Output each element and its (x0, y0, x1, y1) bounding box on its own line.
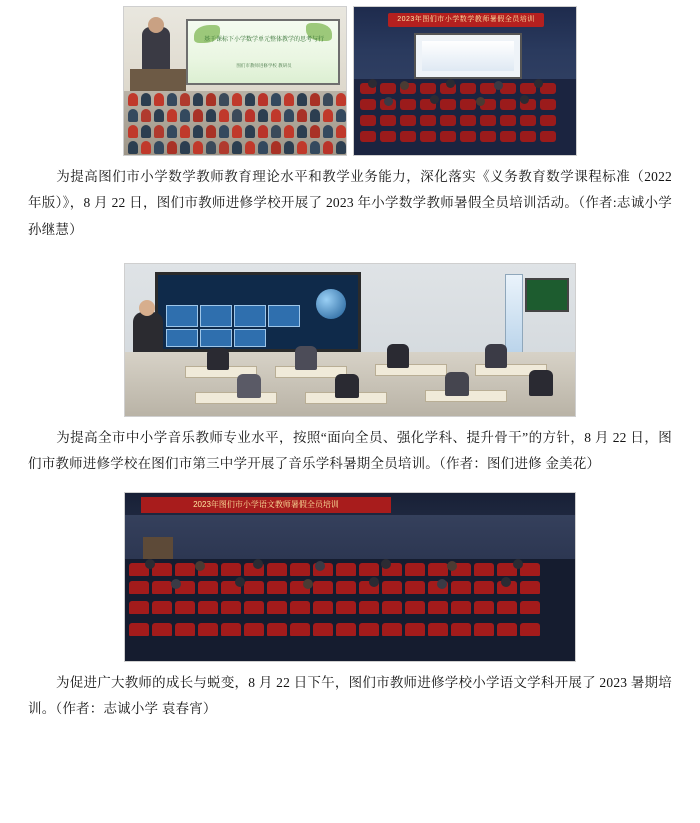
photo-row-dual (28, 6, 672, 156)
audience-member (494, 81, 503, 90)
article-section-math-training (28, 6, 672, 243)
audience-member (235, 577, 245, 587)
audience-member (368, 79, 377, 88)
speaker-head (148, 17, 164, 33)
smart-board (155, 272, 361, 352)
video-tile (166, 305, 198, 327)
photo-row-single (28, 263, 672, 417)
desk (375, 364, 447, 376)
audience-member (171, 579, 181, 589)
video-tile (268, 305, 300, 327)
article-section-music-training (28, 263, 672, 478)
audience-member (501, 577, 511, 587)
seat-row (354, 131, 576, 143)
audience-member (400, 81, 409, 90)
seated-teacher (445, 372, 469, 396)
seating-area (354, 79, 576, 155)
window (505, 274, 523, 356)
audience-member (315, 561, 325, 571)
projection-screen-title: 基于课标下小学数学单元整体教学的思考与行 (203, 37, 324, 43)
audience-row (124, 125, 346, 139)
audience-member (195, 561, 205, 571)
audience-row (124, 109, 346, 123)
seated-teacher (295, 346, 317, 370)
article-section-chinese-training (28, 492, 672, 723)
caption-chinese-training (28, 670, 672, 723)
projection-screen-subtitle: 图们市教师进修学校 教研员 (236, 63, 292, 68)
video-tile (234, 329, 266, 347)
desk (195, 392, 277, 404)
seated-teacher (207, 348, 229, 370)
video-tile (166, 329, 198, 347)
audience-member (145, 559, 155, 569)
section-spacer (28, 245, 672, 263)
audience-member (520, 95, 529, 104)
photo-classroom-smartboard-teacher (124, 263, 576, 417)
caption-text: 为提高全市中小学音乐教师专业水平，按照“面向全员、强化学科、提升骨干”的方针，8 月 22 日，图们市教师进修学校在图们市第三中学开展了音乐学科暑期全员培训。（作者：图们进修 金美花） (28, 429, 672, 472)
caption-text: 为提高图们市小学数学教师教育理论水平和教学业务能力，深化落实《义务教育数学课程标准（2022 年版）》，8 月 22 日，图们市教师进修学校开展了 2023 年小学数学教师暑假全员培训活动。（作者:志诚小学 孙继慧） (28, 169, 672, 237)
seating-area (125, 559, 575, 661)
audience-row (124, 141, 346, 155)
audience-member (446, 79, 455, 88)
globe-graphic-icon (316, 289, 346, 319)
audience-member (513, 559, 523, 569)
seated-teacher (335, 374, 359, 398)
banner-text: 2023年图们市小学数学教师暑假全员培训 (388, 13, 544, 27)
audience-member (369, 577, 379, 587)
seated-teacher (529, 370, 553, 396)
seat-row (125, 623, 575, 637)
seat-row (354, 115, 576, 127)
section-spacer (28, 480, 672, 492)
seated-teacher (485, 344, 507, 368)
photo-auditorium-red-banner (353, 6, 577, 156)
photo-hall-chinese-training (124, 492, 576, 662)
projection-screen (186, 19, 340, 85)
banner-text: 2023年图们市小学语文教师暑假全员培训 (141, 497, 391, 513)
seated-teacher (387, 344, 409, 368)
seated-teacher (237, 374, 261, 398)
audience-member (437, 579, 447, 589)
photo-row-single (28, 492, 672, 662)
audience-member (253, 559, 263, 569)
side-display-board (525, 278, 569, 312)
presentation-screen (414, 33, 522, 79)
caption-math-training (28, 164, 672, 243)
audience-member (430, 95, 439, 104)
audience-member (476, 97, 485, 106)
seat-row (125, 563, 575, 577)
caption-text: 为促进广大教师的成长与蜕变，8 月 22 日下午，图们市教师进修学校小学语文学科开展了 2023 暑期培训。（作者：志诚小学 袁春宵） (28, 674, 672, 716)
audience-member (303, 579, 313, 589)
classroom-desk-area (125, 352, 575, 416)
video-tile (200, 305, 232, 327)
audience-area (124, 91, 346, 155)
presentation-screen-content (422, 41, 514, 71)
photo-lecture-hall-speaker (123, 6, 347, 156)
audience-member (384, 97, 393, 106)
video-tile (234, 305, 266, 327)
audience-member (534, 79, 543, 88)
audience-row (124, 93, 346, 107)
audience-member (447, 561, 457, 571)
seat-row (125, 601, 575, 615)
caption-music-training (28, 425, 672, 478)
video-tile (200, 329, 232, 347)
teacher-head (139, 300, 155, 316)
audience-member (381, 559, 391, 569)
